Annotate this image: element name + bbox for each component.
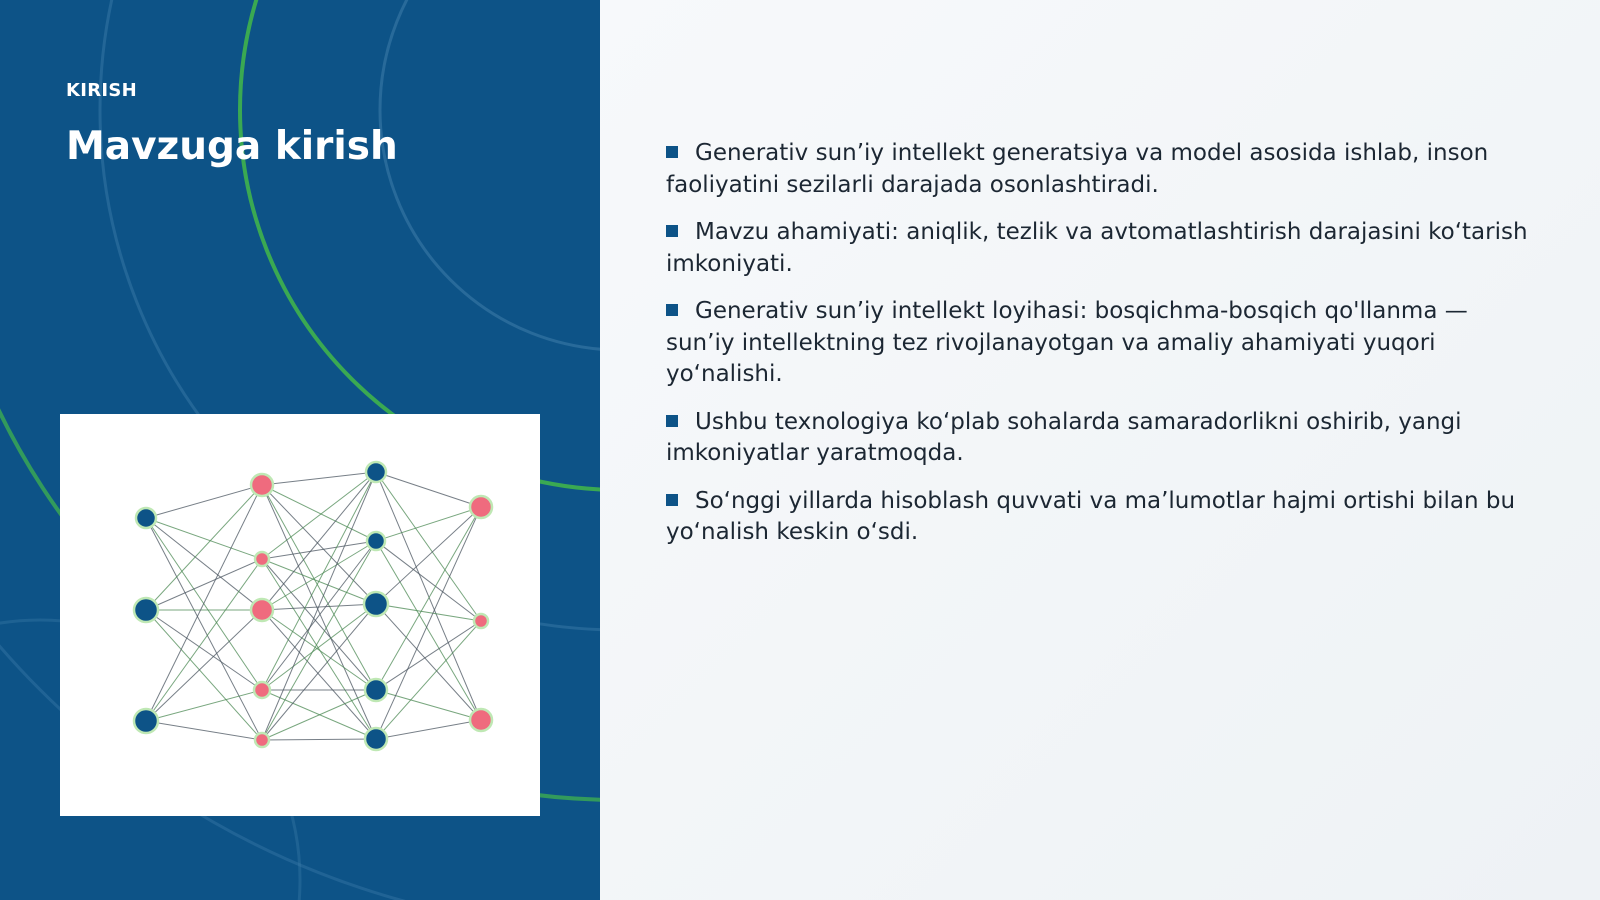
network-node: [251, 474, 273, 496]
network-edge: [146, 610, 262, 690]
network-edge: [262, 739, 376, 740]
network-node: [474, 614, 488, 628]
network-edge: [262, 472, 376, 690]
network-edge: [146, 518, 262, 559]
square-bullet-icon: [666, 415, 678, 427]
neural-network-illustration: [60, 414, 540, 816]
network-edge: [146, 559, 262, 721]
network-edge: [146, 485, 262, 610]
bullet-text: Mavzu ahamiyati: aniqlik, tezlik va avtomatlashtirish darajasini ko‘tarish imkoniyati.: [666, 219, 1528, 277]
square-bullet-icon: [666, 304, 678, 316]
bullet-text: Ushbu texnologiya ko‘plab sohalarda samaradorlikni oshirib, yangi imkoniyatlar yaratmoqda.: [666, 408, 1462, 466]
network-node: [365, 679, 387, 701]
network-edge: [376, 541, 481, 621]
bullet-text: So‘nggi yillarda hisoblash quvvati va ma’lumotlar hajmi ortishi bilan bu yo‘nalish keskin o‘sdi.: [666, 487, 1516, 545]
network-edge: [146, 690, 262, 721]
section-eyebrow: KIRISH: [66, 80, 138, 101]
network-edge: [376, 720, 481, 739]
slide-title: Mavzuga kirish: [66, 124, 398, 169]
network-edge: [146, 518, 262, 610]
network-edge: [262, 541, 376, 690]
square-bullet-icon: [666, 225, 678, 237]
network-node: [254, 682, 270, 698]
network-node: [134, 598, 158, 622]
network-edge: [262, 541, 376, 610]
network-node: [134, 709, 158, 733]
bullet-item: [666, 296, 1536, 391]
left-panel: [0, 0, 600, 900]
network-edge: [376, 507, 481, 541]
network-node: [255, 552, 269, 566]
network-edge: [262, 610, 376, 690]
network-edge: [262, 604, 376, 690]
network-node: [470, 496, 492, 518]
network-edge: [376, 507, 481, 604]
network-edge: [146, 721, 262, 740]
square-bullet-icon: [666, 146, 678, 158]
network-node: [367, 532, 385, 550]
network-node: [470, 709, 492, 731]
network-edge: [262, 472, 376, 485]
network-edge: [376, 541, 481, 720]
network-edge: [376, 507, 481, 739]
network-edge: [376, 472, 481, 507]
bullet-text: Generativ sun’iy intellekt loyihasi: bosqichma-bosqich qo'llanma — sun’iy intellektning tez rivojlanayotgan va amaliy ahamiyati yuqori yo‘nalishi.: [666, 298, 1468, 387]
square-bullet-icon: [666, 494, 678, 506]
network-edge: [146, 610, 262, 721]
network-edge: [376, 604, 481, 621]
network-edge: [146, 485, 262, 518]
network-node: [255, 733, 269, 747]
bullet-item: [666, 486, 1536, 549]
neural-network-icon: [60, 414, 540, 816]
network-edge: [262, 541, 376, 559]
network-node: [251, 599, 273, 621]
content-panel: [600, 0, 1600, 900]
network-node: [366, 462, 386, 482]
bullet-list: [666, 138, 1536, 565]
network-edge: [376, 472, 481, 720]
network-edge: [146, 485, 262, 721]
bullet-item: [666, 138, 1536, 201]
network-node: [364, 592, 388, 616]
network-node: [136, 508, 156, 528]
bullet-item: [666, 407, 1536, 470]
network-edge: [262, 541, 376, 740]
bullet-text: Generativ sun’iy intellekt generatsiya va model asosida ishlab, inson faoliyatini sezilarli darajada osonlashtiradi.: [666, 140, 1489, 198]
bullet-item: [666, 217, 1536, 280]
network-edge: [262, 472, 376, 610]
network-node: [365, 728, 387, 750]
